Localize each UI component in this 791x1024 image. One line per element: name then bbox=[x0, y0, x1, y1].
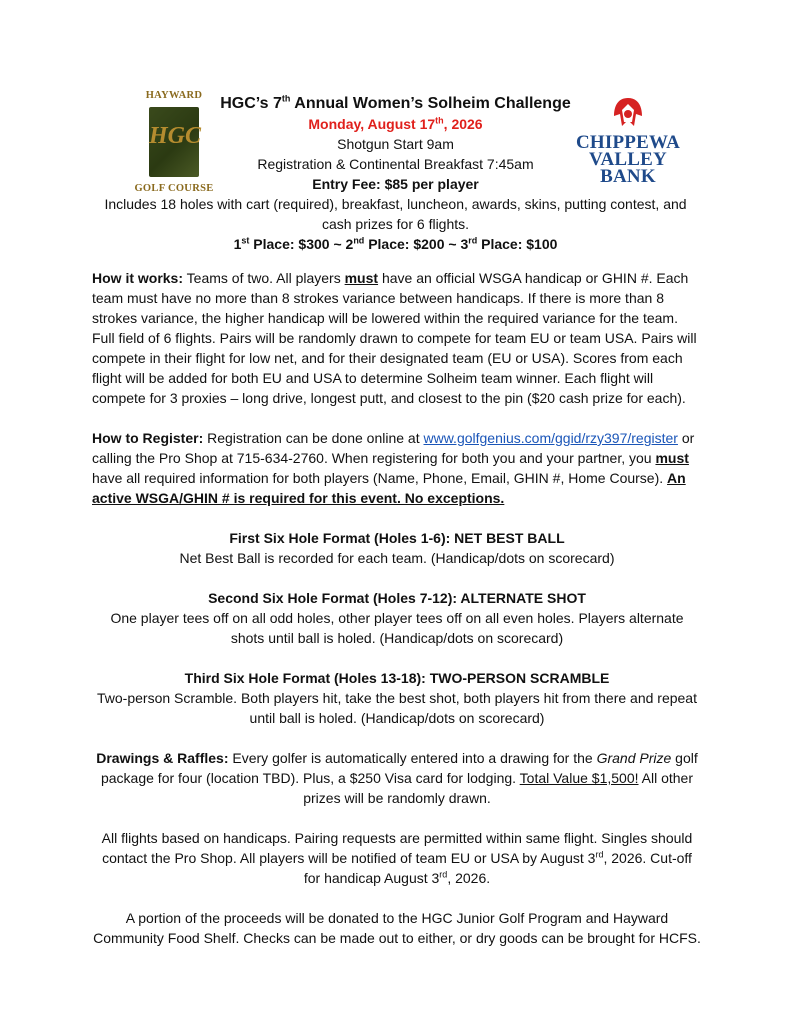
format-text: One player tees off on all odd holes, other player tees off on all even holes. Players alternate shots until ball is holed. (Handicap/dots on scorecard) bbox=[110, 610, 684, 646]
drawings-paragraph: Drawings & Raffles: Every golfer is automatically entered into a drawing for the Grand Prize golf package for four (location TBD). Plus, a $250 Visa card for lodging. Total Value $1,500! All other prizes will be randomly drawn. bbox=[96, 750, 698, 806]
ghin-required-notice: An active WSGA/GHIN # is required for this event. No exceptions. bbox=[92, 470, 686, 506]
entry-fee: Entry Fee: $85 per player bbox=[312, 176, 479, 192]
logo-monogram: HGC bbox=[149, 123, 202, 149]
format-heading: Third Six Hole Format (Holes 13-18): TWO-PERSON SCRAMBLE bbox=[184, 670, 610, 686]
event-title: HGC’s 7th Annual Women’s Solheim Challenge bbox=[220, 93, 571, 112]
registration-link[interactable]: www.golfgenius.com/ggid/rzy397/register bbox=[423, 430, 678, 446]
logo-golf-course-text: GOLF COURSE bbox=[134, 183, 214, 194]
format-heading: Second Six Hole Format (Holes 7-12): ALTERNATE SHOT bbox=[208, 590, 586, 606]
how-it-works-paragraph: How it works: Teams of two. All players must have an official WSGA handicap or GHIN #. Each team must have no more than 8 strokes variance between handicaps. If there is more than 8 strokes variance, the higher handicap will be lowered within the required variance for the team. Full field of 6 flights. Pairs will be randomly drawn to compete for team EU or team USA. Pairs will compete in their flight for low net, and for their designated team (EU or USA). Scores from each flight will be added for both EU and USA to determine Solheim team winner. Each flight will compete for 3 proxies – long drive, longest putt, and closest to the pin ($20 cash prize for each). bbox=[92, 270, 697, 406]
format-text: Two-person Scramble. Both players hit, take the best shot, both players hit from there and repeat until ball is holed. (Handicap/dots on scorecard) bbox=[97, 690, 697, 726]
headdress-icon bbox=[608, 92, 648, 132]
proceeds-paragraph: A portion of the proceeds will be donated to the HGC Junior Golf Program and Hayward Community Food Shelf. Checks can be made out to either, or dry goods can be brought for HCFS. bbox=[93, 910, 701, 946]
format-heading: First Six Hole Format (Holes 1-6): NET BEST BALL bbox=[229, 530, 565, 546]
chippewa-valley-bank-logo bbox=[568, 88, 688, 187]
format-section-2 bbox=[92, 588, 702, 648]
flyer-body bbox=[92, 268, 702, 968]
how-it-works-label: How it works: bbox=[92, 270, 184, 286]
format-text: Net Best Ball is recorded for each team. (Handicap/dots on scorecard) bbox=[179, 550, 615, 566]
drawings-label: Drawings & Raffles: bbox=[96, 750, 229, 766]
format-section-1 bbox=[92, 528, 702, 568]
format-section-3 bbox=[92, 668, 702, 728]
bank-name-line3: BANK bbox=[600, 166, 656, 187]
prize-line: 1st Place: $300 ~ 2nd Place: $200 ~ 3rd Place: $100 bbox=[233, 235, 558, 252]
bank-name-line2: VALLEY bbox=[589, 149, 667, 170]
flights-paragraph: All flights based on handicaps. Pairing requests are permitted within same flight. Singles should contact the Pro Shop. All players will be notified of team EU or USA by August 3rd, 2026. Cut-off for handicap August 3rd, 2026. bbox=[101, 830, 693, 886]
registration-time: Registration & Continental Breakfast 7:45am bbox=[257, 156, 534, 172]
how-to-register-paragraph: How to Register: Registration can be done online at www.golfgenius.com/ggid/rzy397/register or calling the Pro Shop at 715-634-2760. When registering for both you and your partner, you must have all required information for both players (Name, Phone, Email, GHIN #, Home Course). An active WSGA/GHIN # is required for this event. No exceptions. bbox=[92, 430, 695, 506]
total-value: Total Value $1,500! bbox=[519, 770, 639, 786]
includes-text: Includes 18 holes with cart (required), breakfast, luncheon, awards, skins, putting contest, and cash prizes for 6 flights. bbox=[104, 196, 687, 232]
logo-hayward-text: HAYWARD bbox=[145, 90, 203, 101]
event-date: Monday, August 17th, 2026 bbox=[308, 115, 483, 132]
header bbox=[0, 88, 791, 258]
how-to-register-label: How to Register: bbox=[92, 430, 204, 446]
shotgun-start: Shotgun Start 9am bbox=[337, 136, 454, 152]
bank-name-line1: CHIPPEWA bbox=[576, 132, 680, 153]
